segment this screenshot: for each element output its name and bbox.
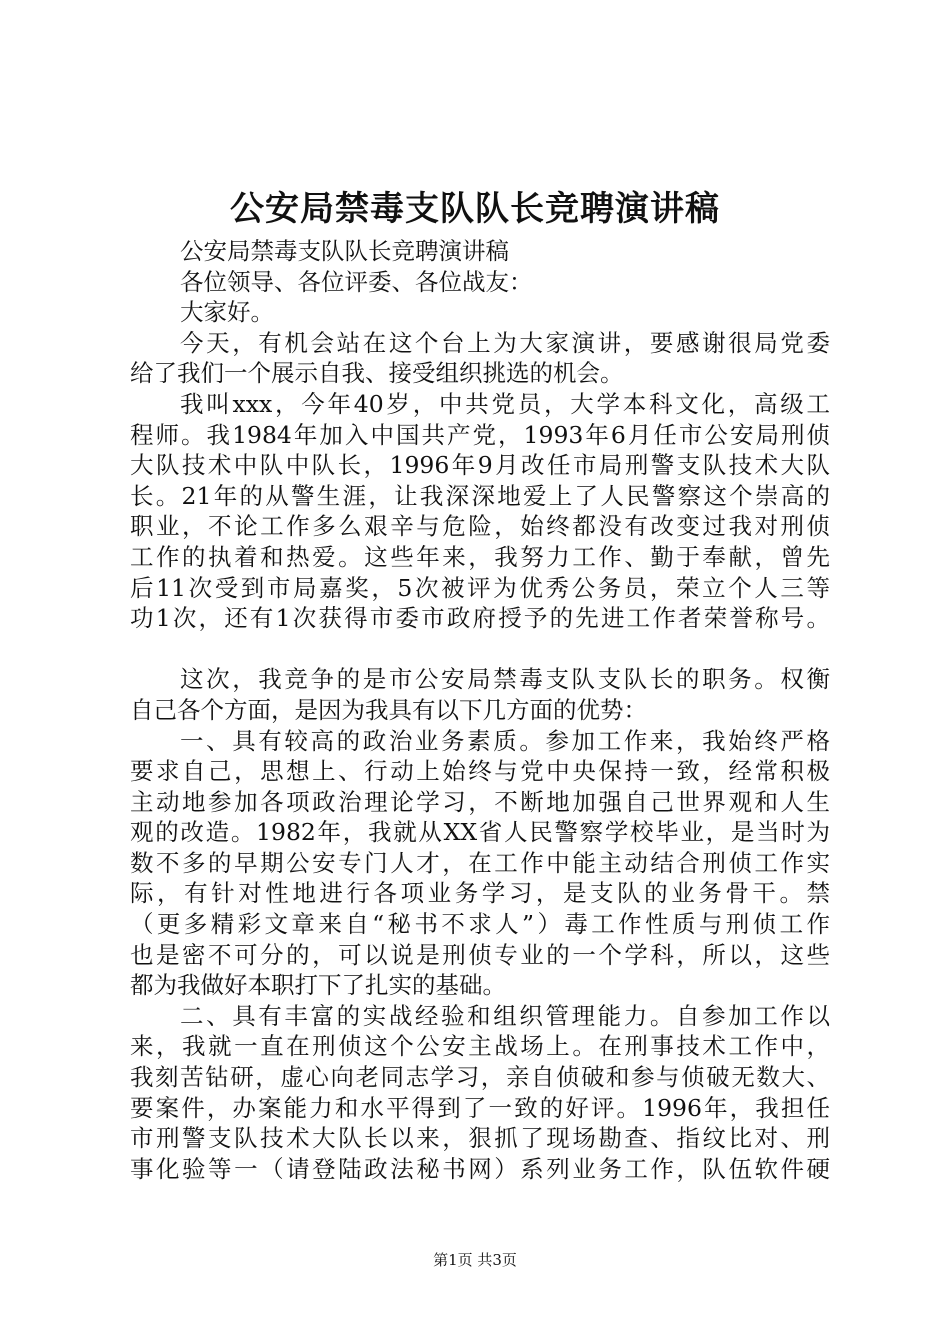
body-line: 市刑警支队技术大队长以来，狠抓了现场勘查、指纹比对、刑 [130, 1124, 830, 1153]
body-line: 主动地参加各项政治理论学习，不断地加强自己世界观和人生 [130, 787, 830, 816]
body-line: 这次，我竞争的是市公安局禁毒支队支队长的职务。权衡 [180, 665, 830, 694]
body-line: 我叫xxx，今年40岁，中共党员，大学本科文化，高级工 [180, 389, 830, 418]
document-body [130, 236, 830, 1184]
body-line: 公安局禁毒支队队长竞聘演讲稿 [180, 237, 509, 265]
body-line: 数不多的早期公安专门人才，在工作中能主动结合刑侦工作实 [130, 848, 830, 877]
body-line: 都为我做好本职打下了扎实的基础。 [130, 971, 506, 1000]
body-line: 大家好。 [180, 298, 274, 327]
blank-line [130, 634, 830, 665]
body-line: 来，我就一直在刑侦这个公安主战场上。在刑事技术工作中， [130, 1032, 830, 1061]
body-line: 今天，有机会站在这个台上为大家演讲，要感谢很局党委 [180, 328, 830, 357]
body-line: 功1次，还有1次获得市委市政府授予的先进工作者荣誉称号。 [130, 604, 830, 633]
body-line: 要案件，办案能力和水平得到了一致的好评。1996年，我担任 [130, 1093, 830, 1122]
body-line: 给了我们一个展示自我、接受组织挑选的机会。 [130, 359, 624, 388]
body-line: 自己各个方面，是因为我具有以下几方面的优势： [130, 695, 647, 724]
body-line: 观的改造。1982年，我就从XX省人民警察学校毕业，是当时为 [130, 818, 830, 847]
body-line: 二、具有丰富的实战经验和组织管理能力。自参加工作以 [180, 1001, 830, 1030]
body-line: （更多精彩文章来自“秘书不求人”）毒工作性质与刑侦工作 [130, 910, 830, 939]
body-line: 大队技术中队中队长，1996年9月改任市局刑警支队技术大队 [130, 451, 830, 480]
page-footer: 第1页 共3页 [433, 1251, 517, 1269]
body-line: 际，有针对性地进行各项业务学习，是支队的业务骨干。禁 [130, 879, 830, 908]
body-line: 我刻苦钻研，虚心向老同志学习，亲自侦破和参与侦破无数大、 [130, 1063, 830, 1092]
body-line: 职业，不论工作多么艰辛与危险，始终都没有改变过我对刑侦 [130, 512, 830, 541]
body-line: 一、具有较高的政治业务素质。参加工作来，我始终严格 [180, 726, 830, 755]
document-title: 公安局禁毒支队队长竞聘演讲稿 [230, 189, 720, 229]
body-line: 也是密不可分的，可以说是刑侦专业的一个学科，所以，这些 [130, 940, 830, 969]
body-line: 程师。我1984年加入中国共产党，1993年6月任市公安局刑侦 [130, 420, 830, 449]
body-line: 要求自己，思想上、行动上始终与党中央保持一致，经常积极 [130, 757, 830, 786]
body-line: 事化验等一（请登陆政法秘书网）系列业务工作，队伍软件硬 [130, 1154, 830, 1183]
body-line: 各位领导、各位评委、各位战友： [180, 267, 533, 296]
body-line: 后11次受到市局嘉奖，5次被评为优秀公务员，荣立个人三等 [130, 573, 830, 602]
body-line: 工作的执着和热爱。这些年来，我努力工作、勤于奉献，曾先 [130, 542, 830, 571]
body-line: 长。21年的从警生涯，让我深深地爱上了人民警察这个崇高的 [130, 481, 830, 510]
